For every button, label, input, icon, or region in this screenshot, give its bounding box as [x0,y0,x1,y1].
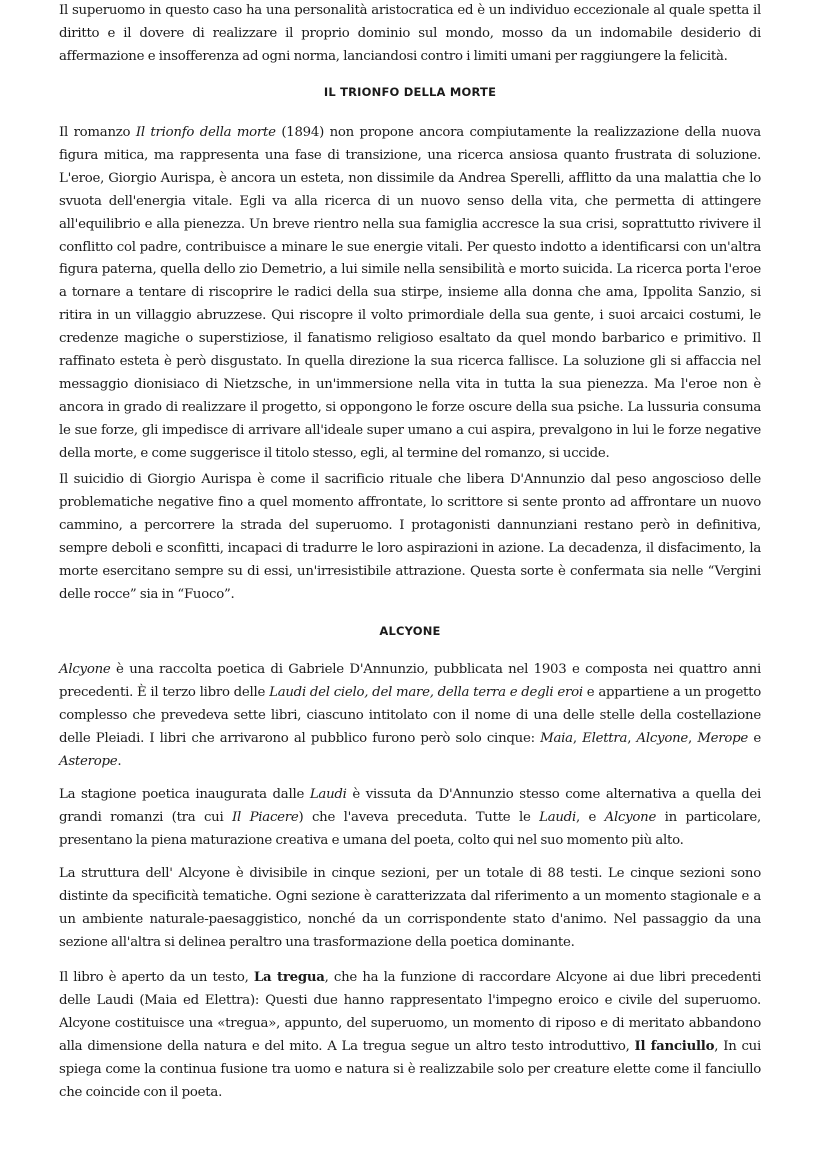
section-heading-trionfo: IL TRIONFO DELLA MORTE [323,85,497,99]
novel-title: Il trionfo della morte [135,125,276,140]
trionfo-paragraph-1: Il romanzo Il trionfo della morte (1894) non propone ancora compiutamente la realizzazione della nuova figura mitica, ma rappresenta una fase di transizione, una ricerca ansiosa quanto frustrata di soluzione. L'eroe, Giorgio Aurispa, è ancora un esteta, non dissimile da Andrea Sperelli, afflitto da una malattia che lo svuota dell'energia vitale. Egli va alla ricerca di un nuovo senso della vita, che permetta di attingere all'equilibrio e alla pienezza. Un breve rientro nella sua famiglia accresce la sua crisi, soprattutto rivivere il conflitto col padre, contribuisce a minare le sue energie vitali. Per questo indotto a identificarsi con un'altra figura paterna, quella dello zio Demetrio, a lui simile nella sensibilità e morto suicida. La ricerca porta l'eroe a tornare a tentare di riscoprire le radici della sua stirpe, insieme alla donna che ama, Ippolita Sanzio, si ritira in un villaggio abruzzese. Qui riscopre il volto primordiale della sua gente, i suoi arcaici costumi, le credenze magiche o superstiziose, il fanatismo religioso esaltato da quel mondo barbarico e primitivo. Il raffinato esteta è però disgustato. In quella direzione la sua ricerca fallisce. La soluzione gli si affaccia nel messaggio dionisiaco di Nietzsche, in un'immersione nella vita in tutta la sua pienezza. Ma l'eroe non è ancora in grado di realizzare il progetto, si oppongono le forze oscure della sua psiche. La lussuria consuma le sue forze, gli impedisce di arrivare all'ideale super umano a cui aspira, prevalgono in lui le forze negative della morte, e come suggerisce il titolo stesso, egli, al termine del romanzo, si uccide. [59,125,761,461]
intro-paragraph: Il superuomo in questo caso ha una personalità aristocratica ed è un individuo eccezionale al quale spetta il diritto e il dovere di realizzare il proprio dominio sul mondo, mosso da un indomabile desiderio di affermazione e insofferenza ad ogni norma, lanciandosi contro i limiti umani per raggiungere la felicità. [59,3,761,64]
trionfo-paragraph-2: Il suicidio di Giorgio Aurispa è come il sacrificio rituale che libera D'Annunzio dal peso angoscioso delle problematiche negative fino a quel momento affrontate, lo scrittore si sente pronto ad affrontare un nuovo cammino, a percorrere la strada del superuomo. I protagonisti dannunziani restano però in definitiva, sempre deboli e sconfitti, incapaci di tradurre le loro aspirazioni in azione. La decadenza, il disfacimento, la morte esercitano sempre su di essi, un'irresistibile attrazione. Questa sorte è confermata sia nelle “Vergini delle rocce” sia in “Fuoco”. [59,472,761,602]
alcyone-paragraph-4: Il libro è aperto da un testo, La tregua, che ha la funzione di raccordare Alcyone ai due libri precedenti delle Laudi (Maia ed Elettra): Questi due hanno rappresentato l'impegno eroico e civile del superuomo. Alcyone costituisce una «tregua», appunto, del superuomo, un momento di riposo e di meritato abbandono alla dimensione della natura e del mito. A La tregua segue un altro testo introduttivo, Il fanciullo, In cui spiega come la continua fusione tra uomo e natura si è realizzabile solo per creature elette come il fanciullo che coincide con il poeta. [59,970,761,1100]
section-heading-alcyone: ALCYONE [379,624,441,638]
alcyone-paragraph-1: Alcyone è una raccolta poetica di Gabriele D'Annunzio, pubblicata nel 1903 e composta nei quattro anni precedenti. È il terzo libro delle Laudi del cielo, del mare, della terra e degli eroi e appartiene a un progetto complesso che prevedeva sette libri, ciascuno intitolato con il nome di una delle stelle della costellazione delle Pleiadi. I libri che arrivarono al pubblico furono però solo cinque: Maia, Elettra, Alcyone, Merope e Asterope. [59,662,762,769]
alcyone-paragraph-3: La struttura dell' Alcyone è divisibile in cinque sezioni, per un totale di 88 testi. Le cinque sezioni sono distinte da specificità tematiche. Ogni sezione è caratterizzata dal riferimento a un momento stagionale e a un ambiente naturale-paesaggistico, nonché da un corrispondente stato d'animo. Nel passaggio da una sezione all'altra si delinea peraltro una trasformazione della poetica dominante. [59,866,761,950]
alcyone-paragraph-2: La stagione poetica inaugurata dalle Laudi è vissuta da D'Annunzio stesso come alternativa a quella dei grandi romanzi (tra cui Il Piacere) che l'aveva preceduta. Tutte le Laudi, e Alcyone in particolare, presentano la piena maturazione creativa e umana del poeta, colto qui nel suo momento più alto. [59,787,761,848]
